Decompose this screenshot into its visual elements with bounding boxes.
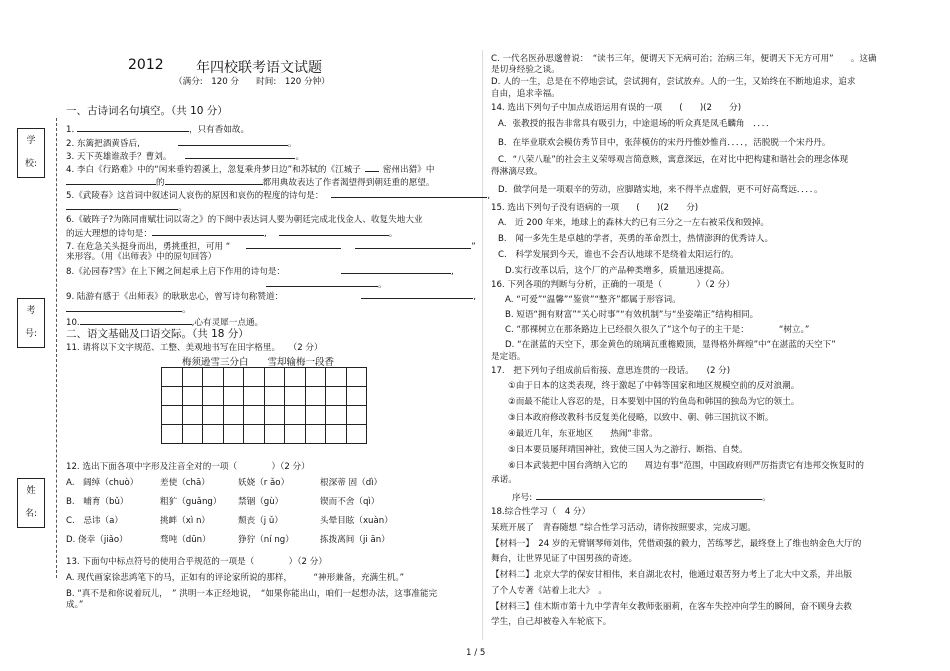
q4-text-b: 密州出猎》中 [382, 165, 435, 175]
q1-blank [77, 123, 189, 132]
question-7-line2: 来形容。（用《出师表》中的原句回答） [66, 252, 217, 262]
q17-item-1: ①由于日本的这类表现，终于激起了中韩等国家和地区规模空前的反对浪潮。 [508, 381, 800, 391]
question-4-line1 [66, 163, 434, 176]
q15-option-c: C. 科学发展到今天，谁也不会否认地球不是绕着太阳运行的。 [498, 250, 739, 260]
q8-blank-a [341, 265, 451, 274]
question-16: 16. 下列各项的判断与分析，正确的一项是（ ）（2 分） [491, 280, 735, 290]
q16-option-b: B. 短语“拥有财富”“关心时事”“有效机制”与“坐姿端正”结构相同。 [505, 310, 759, 320]
q14-d-text: D．做学问是一项艰辛的劳动，应脚踏实地，来不得半点虚假，更不可好高骛远 [498, 185, 797, 195]
q14-option-c-cont: 得淋漓尽致。 [491, 167, 543, 177]
binding-exam-no-label: 考 号: [17, 298, 45, 348]
question-4-line2 [66, 176, 435, 189]
q6-blank-a [152, 227, 264, 236]
question-1 [66, 123, 249, 136]
q14-option-b: B．在毕业联欢会模仿秀节目中，张萍模仿的宋丹丹惟妙惟肖．．．．，活脱脱一个宋丹丹。 [498, 138, 831, 148]
q16-option-c: C. “那裸树立在那条路边上已经很久很久了”这个句子的主干是： “树立。” [505, 325, 810, 335]
q10-blank [80, 316, 192, 325]
q17-item-6-cont: 承诺。 [491, 475, 517, 485]
q7-text-a: 7. 在危急关头挺身而出，勇挑重担，可用 “ [66, 242, 231, 252]
q2-text: 2. 东篱把酒黄昏后, [66, 139, 140, 149]
q12-a-2: 差使（chā） [160, 478, 210, 488]
q9-text: 9. 陆游有感于《出师表》的耿耿忠心，曾写诗句称赞道： [66, 292, 284, 302]
q8-blank-b [266, 278, 378, 287]
q17-order-label: 序号: [512, 493, 533, 503]
question-6-line1: 6.《破阵子?为陈同甫赋壮词以寄之》的下阕中表达词人要为朝廷完成北伐金人、收复失地大业 [66, 215, 423, 225]
question-7-line1: 7. 在危急关头挺身而出，勇挑重担，可用 “ ” [66, 242, 476, 252]
q12-a-1: A. 阔绰（chuò） [66, 478, 139, 488]
q13-option-b-cont: 成。” [66, 600, 84, 610]
question-2: 2. 东篱把酒黄昏后, 。 [66, 139, 297, 149]
doc-meta: （满分: 120 分 时间: 120 分钟） [174, 77, 330, 87]
doc-title: 年四校联考语文试题 [196, 60, 322, 76]
q12-b-2: 粗犷（guǎng） [160, 497, 222, 507]
q13-option-d: D. 人的一生，总是在不停地尝试，尝试拥有，尝试放弃。人的一生，又始终在不断地追求，追求 [491, 77, 856, 87]
q13-option-b: B. “真不是和你说着玩儿， ” 洪明一本正经地说， “如果你能出山，咱们一起想办法，这事准能完 [66, 589, 438, 599]
q14-option-d: D．做学问是一项艰辛的劳动，应脚踏实地，来不得半点虚假，更不可好高骛远．．．．。 [498, 185, 823, 195]
q13-option-a: A. 现代画家徐悲鸿笔下的马，正如有的评论家所说的那样， “神形兼备，充满生机。” [66, 573, 405, 583]
q3-text: 3. 天下英雄谁敌手？曹刘。 [66, 152, 172, 162]
section-1-heading: 一、古诗词名句填空。（共 10 分） [66, 105, 228, 117]
q6-text-b: 的远大理想的诗句是： [66, 229, 152, 239]
doc-year: 2012 [128, 57, 164, 73]
q13-option-c-cont: 是切身经验之谈。 [491, 65, 560, 75]
page-number: 1 / 5 [466, 648, 486, 658]
material-2-line2: 了个人专著《站着上北大》 。 [491, 586, 608, 596]
q12-c-2: 挑衅（xì n） [160, 516, 211, 526]
q12-d-1: D. 侥幸（jiǎo） [66, 535, 128, 545]
q9-blank-a [361, 290, 473, 299]
q12-c-1: C. 忌讳（a） [66, 516, 123, 526]
q17-item-5: ⑤日本要员屡拜靖国神社，致使三国人为之游行、断指、自焚。 [508, 445, 748, 455]
q17-item-3: ③日本政府修改教科书反复美化侵略，以致中、朝、韩三国抗议不断。 [508, 413, 774, 423]
q2-blank [178, 137, 288, 146]
q8-text: 8.《沁园春?雪》在上下阙之间起承上启下作用的诗句是： [66, 267, 286, 277]
q4-text-a: 4. 李白《行路难》中的“闲来垂钓碧溪上，忽复乘舟梦日边”和苏轼的《江城子 [66, 165, 361, 175]
q4-blank-a [365, 163, 379, 172]
q10-text: ,心有灵犀一点通。 [191, 318, 264, 328]
q14-c-text-2: 得淋漓尽致 [491, 167, 534, 177]
material-3-line1: 【材料三】佳木斯市第十九中学青年女教师张丽莉，在客车失控冲向学生的瞬间，奋不顾身去救 [491, 602, 852, 612]
question-17: 17. 把下列句子组成前后衔接、意思连贯的一段话。 (2 分) [491, 366, 731, 376]
q17-answer-line: 序号: 。 [512, 493, 771, 503]
q5-text: 5.《武陵春》这首词中叙述词人哀伤的原因和哀伤的程度的诗句是： [66, 191, 324, 201]
q12-b-3: 禁锢（gù） [238, 497, 284, 507]
q16-option-d: D. “在湛蓝的天空下，那金黄色的琉璃瓦重檐殿顶，显得格外辉煌”中“在湛蓝的天空下” [505, 340, 836, 350]
q4-blank-c [165, 176, 263, 185]
q14-b-text-1: B．在毕业联欢会模仿秀节目中，张萍模仿的宋丹丹惟妙惟肖 [498, 138, 728, 148]
column-divider [482, 50, 483, 640]
q17-order-blank[interactable] [536, 491, 762, 500]
q12-d-2: 骛吨（dūn） [160, 535, 211, 545]
q4-blank-b [66, 176, 156, 185]
q12-c-3: 颓丧（j ǔ） [238, 516, 283, 526]
question-3: 3. 天下英雄谁敌手？曹刘。 。 [66, 152, 305, 162]
question-12: 12. 选出下面各项中字形及注音全对的一项（ ）（2 分） [66, 462, 310, 472]
material-1-line1: 【材料一】 24 岁的无臂钢琴师刘伟，凭借顽强的毅力，苦练琴艺，最终登上了维也纳金色大厅的 [491, 539, 862, 549]
q7-blank-b [355, 240, 471, 249]
q4-text-c: 的 [156, 178, 165, 188]
q13-option-c: C. 一代名医孙思邈曾说： “读书三年，便谓天下无病可治；治病三年，便谓天下无方可用” 。这确 [491, 54, 877, 64]
q17-item-2: ②而最不能让人容忍的是，日本要划中国的钓鱼岛和韩国的独岛为它的领土。 [508, 397, 800, 407]
question-14: 14. 选出下列句子中加点成语运用有误的一项 ( )(2 分) [491, 103, 742, 113]
q15-option-d: D.实行改革以后，这个厂的产品种类增多，质量迅速提高。 [505, 266, 730, 276]
q14-option-c: C．“八荣八耻”的社会主义荣辱观言简意赅，寓意深远，在对比中把构建和谐社会的理念体现 [498, 155, 849, 165]
question-5-line2: 。 [66, 201, 187, 214]
q16-option-a: A. “可爱”“温馨”“鉴赏”“整齐”都属于形容词。 [505, 295, 681, 305]
calligraphy-prompt: 梅须逊雪三分白 雪却输梅一段香 [182, 357, 335, 368]
q17-item-6: ⑥日本武装把中国台湾纳入它的 周边有事“范围，中国政府则严厉指责它有违邦交恢复时的 [508, 461, 864, 471]
q17-item-4: ④最近几年，东亚地区 热闹“非常。 [508, 429, 658, 439]
q3-blank [185, 150, 295, 159]
q18-intro: 某班开展了 青春随想 ”综合性学习活动，请你按照要求，完成习题。 [491, 523, 756, 533]
binding-name-label: 姓 名: [17, 478, 45, 528]
material-3-line2: 学生，自己却被卷入车轮底下。 [491, 617, 612, 627]
q1-number: 1. [66, 125, 75, 135]
q12-b-1: B. 哺育（bǔ） [66, 497, 129, 507]
q4-text-d: 都用典故表达了作者渴望得到朝廷重的愿望。 [262, 178, 435, 188]
binding-school-label: 学 校: [17, 128, 45, 178]
writing-grid[interactable] [161, 367, 367, 444]
question-9: 9. 陆游有感于《出师表》的耿耿忠心，曾写诗句称赞道： , [66, 292, 476, 302]
question-5: 5.《武陵春》这首词中叙述词人哀伤的原因和哀伤的程度的诗句是： , [66, 191, 491, 201]
q12-c-4: 头晕目眩（xuàn） [320, 516, 393, 526]
q16-option-d-cont: 是定语。 [491, 352, 526, 362]
q12-d-4: 拣拨离间（ji ān） [320, 535, 390, 545]
section-2-heading: 二、语文基础及口语交际。（共 18 分） [66, 328, 249, 340]
q9-blank-b [66, 303, 182, 312]
q7-blank-a [246, 240, 341, 249]
question-6-line2: 的远大理想的诗句是： , 。 [66, 229, 398, 239]
binding-dashed-line [56, 118, 57, 578]
q14-option-a: A．张教授的报告非常具有吸引力，中途退场的听众真是凤毛麟角 ．．．． [498, 119, 775, 129]
q5-blank-a [331, 189, 487, 198]
q12-d-3: 狰狞（ní ng） [238, 535, 294, 545]
material-2-line1: 【材料二】北京大学的保安甘相伟，来自湖北农村，他通过艰苦努力考上了北大中文系，并出版 [491, 570, 852, 580]
q1-text: ，只有香如故。 [188, 125, 250, 135]
q15-option-b: B. 闻一多先生是卓越的学者，英勇的革命烈士，热情澎湃的优秀诗人。 [498, 234, 774, 244]
question-18: 18.综合性学习（ 4 分） [491, 507, 591, 517]
question-13: 13. 下面句中标点符号的使用合乎规范的一项是（ ）（2 分） [66, 557, 327, 567]
q12-a-4: 根深蒂 固（dì） [320, 478, 383, 488]
q12-a-3: 妖娆（r ǎo） [238, 478, 290, 488]
question-8: 8.《沁园春?雪》在上下阙之间起承上启下作用的诗句是： , [66, 267, 454, 277]
q12-b-4: 锲而不舍（qì） [320, 497, 380, 507]
q14-b-text-2: ，活脱脱一个宋丹丹。 [744, 138, 831, 148]
q6-blank-b [279, 227, 389, 236]
q5-blank-b [66, 201, 178, 210]
q13-option-d-cont: 自由，追求幸福。 [491, 89, 560, 99]
material-1-line2: 舞台，让世界见证了中国男孩的奇迹。 [491, 554, 638, 564]
question-9-line2: 。 [66, 303, 191, 316]
q15-option-a: A. 近 200 年来，地球上的森林大约已有三分之一左右被采伐和毁掉。 [498, 218, 769, 228]
question-11: 11. 请将以下文字规范、工整、美观地书写在田字格里。 （2 分） [66, 343, 323, 353]
q14-a-text: A．张教授的报告非常具有吸引力，中途退场的听众真是凤毛麟角 [498, 119, 745, 129]
question-15: 15. 选出下列句子没有语病的一项 ( )(2 分) [491, 203, 699, 213]
q10-number: 10. [66, 318, 80, 328]
question-8-line2: 。 [66, 278, 387, 291]
